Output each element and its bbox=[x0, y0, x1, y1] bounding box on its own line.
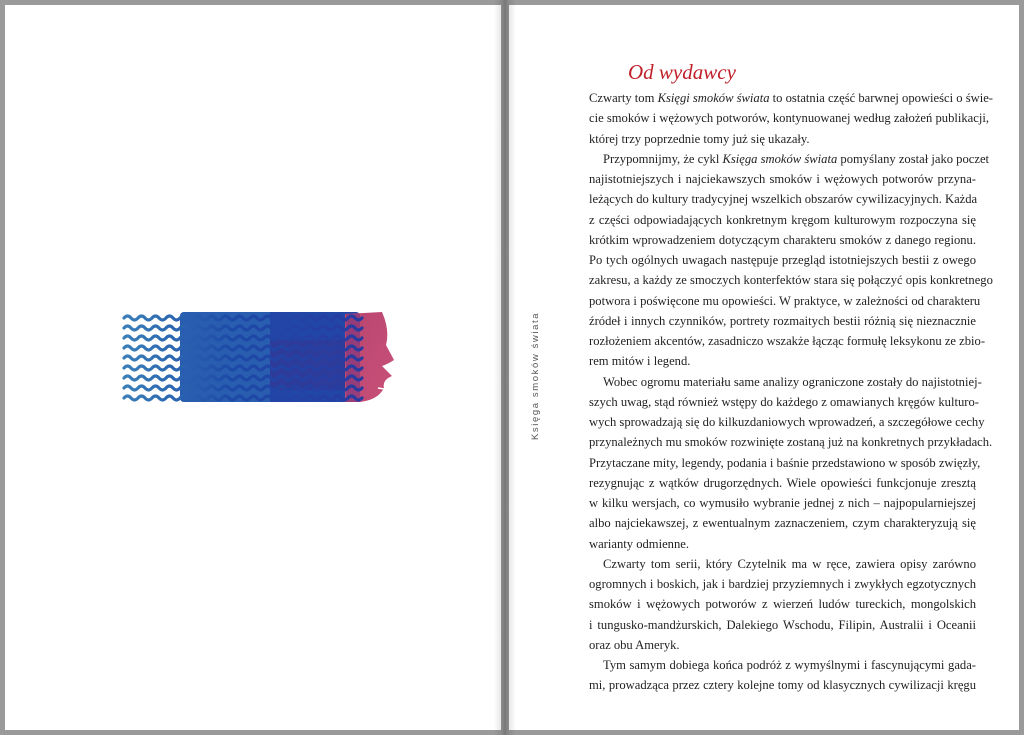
text-run: przynależnych mu smoków rozwinięte zostaną już na konkretnych przykładach. bbox=[589, 435, 993, 450]
text-line bbox=[589, 615, 976, 635]
text-line bbox=[589, 311, 976, 331]
text-line bbox=[589, 432, 993, 452]
wave-strand bbox=[124, 356, 362, 360]
text-run: pomyślany został jako poczet bbox=[837, 151, 990, 166]
text-run: krótkim wprowadzeniem dotyczącym charakteru smoków z danego regionu. bbox=[589, 232, 976, 247]
text-run: oraz obu Ameryk. bbox=[589, 637, 680, 652]
text-run: potwora i poświęcone mu opowieści. W praktyce, w zależności od charakteru bbox=[589, 293, 981, 308]
text-line bbox=[589, 554, 976, 574]
text-run: źródeł i innych czynników, portrety rozmaitych bestii różnią się nieznacznie bbox=[589, 313, 976, 328]
italic-title: Księga smoków świata bbox=[722, 151, 838, 166]
text-run: mi, prowadząca przez cztery kolejne tomy od klasycznych cywilizacji kręgu bbox=[589, 678, 976, 693]
wave-strand bbox=[124, 396, 362, 400]
text-line bbox=[589, 351, 976, 371]
text-line bbox=[589, 655, 976, 675]
wave-strand bbox=[124, 326, 362, 330]
text-run: Po tych ogólnych uwagach następuje przegląd istotniejszych bestii z owego bbox=[589, 253, 976, 267]
text-line bbox=[589, 230, 976, 250]
text-line bbox=[589, 210, 976, 230]
wavy-hair-lines bbox=[124, 316, 362, 400]
text-run: leżących do kultury tradycyjnej wszelkich obszarów cywilizacyjnych. Każda bbox=[589, 192, 978, 207]
text-line bbox=[589, 493, 976, 513]
text-run: Czwarty tom bbox=[589, 91, 658, 105]
text-run: albo najciekawszej, z ewentualnym zaznaczeniem, czym charakteryzują się bbox=[589, 516, 976, 531]
text-run: z części odpowiadających konkretnym kręgom kulturowym rozpoczyna się bbox=[589, 212, 976, 227]
text-line bbox=[589, 88, 993, 108]
text-line bbox=[589, 594, 976, 614]
text-run: wych sprowadzają się do kilkuzdaniowych wprowadzeń, a szczegółowe cechy bbox=[589, 415, 985, 429]
wave-strand bbox=[124, 316, 362, 320]
text-line bbox=[589, 574, 976, 594]
text-line bbox=[589, 149, 990, 169]
running-head: Księga smoków świata bbox=[530, 311, 541, 440]
text-line bbox=[589, 270, 993, 290]
text-run: rozłożeniem akcentów, zasadniczo wszakże łącząc formułę leksykonu ze zbio- bbox=[589, 334, 986, 348]
wave-strand bbox=[124, 366, 362, 370]
text-run: rem mitów i legend. bbox=[589, 354, 691, 369]
text-run: rezygnując z wątków drugorzędnych. Wiele opowieści funkcjonuje zresztą bbox=[589, 475, 976, 490]
text-line bbox=[589, 108, 989, 128]
text-line bbox=[589, 250, 976, 270]
text-line bbox=[589, 513, 976, 533]
text-line bbox=[589, 534, 976, 554]
text-run: której trzy poprzednie tomy już się ukazały. bbox=[589, 131, 810, 146]
text-run: ogromnych i boskich, jak i bardziej przyziemnych i zwykłych egzotycznych bbox=[589, 577, 976, 591]
text-run: warianty odmienne. bbox=[589, 536, 690, 551]
wave-strand bbox=[124, 376, 362, 380]
text-run: Przypomnijmy, że cykl bbox=[603, 151, 723, 166]
text-line bbox=[589, 129, 976, 149]
text-line bbox=[589, 372, 982, 392]
text-run: smoków i wężowych potworów z wierzeń ludów tureckich, mongolskich bbox=[589, 597, 976, 612]
text-line bbox=[589, 473, 976, 493]
italic-title: Księgi smoków świata bbox=[657, 91, 770, 105]
text-run: Czwarty tom serii, który Czytelnik ma w ręce, zawiera opisy zarówno bbox=[603, 556, 976, 571]
text-line bbox=[589, 392, 979, 412]
text-run: Wobec ogromu materiału same analizy ograniczone zostały do najistotniej- bbox=[603, 374, 982, 389]
text-line bbox=[589, 169, 976, 189]
text-run: cie smoków i wężowych potworów, kontynuowanej według założeń publikacji, bbox=[589, 111, 989, 126]
text-line bbox=[589, 331, 986, 351]
wave-strand bbox=[124, 386, 362, 390]
page-title: Od wydawcy bbox=[628, 60, 736, 84]
wave-strand bbox=[124, 346, 362, 350]
text-run: i tungusko-mandżurskich, Dalekiego Wschodu, Filipin, Australii i Oceanii bbox=[589, 617, 976, 632]
text-line bbox=[589, 412, 985, 432]
wave-strand bbox=[124, 336, 362, 340]
text-line bbox=[589, 291, 981, 311]
text-line bbox=[589, 635, 976, 655]
text-run: to ostatnia część barwnej opowieści o świe- bbox=[769, 91, 993, 105]
text-run: szych uwag, stąd również wstępy do każdego z omawianych kręgów kulturo- bbox=[589, 394, 979, 409]
body-text bbox=[589, 88, 993, 696]
text-run: zakresu, a każdy ze smoczych konterfektów stara się połączyć opis konkretnego bbox=[589, 273, 993, 288]
text-run: Przytaczane mity, legendy, podania i baśnie przedstawiono w sposób zwięzły, bbox=[589, 455, 981, 470]
text-line bbox=[589, 453, 981, 473]
text-line bbox=[589, 675, 976, 695]
text-run: Tym samym dobiega końca podróż z wymyślnymi i fascynującymi gada- bbox=[603, 658, 976, 672]
text-run: w kilku wersjach, co wymusiło wybranie jednej z nich – najpopularniejszej bbox=[589, 496, 976, 510]
text-run: najistotniejszych i najciekawszych smoków i wężowych potworów przyna- bbox=[589, 172, 976, 186]
text-line bbox=[589, 189, 976, 209]
dragon-head-illustration bbox=[120, 300, 400, 420]
